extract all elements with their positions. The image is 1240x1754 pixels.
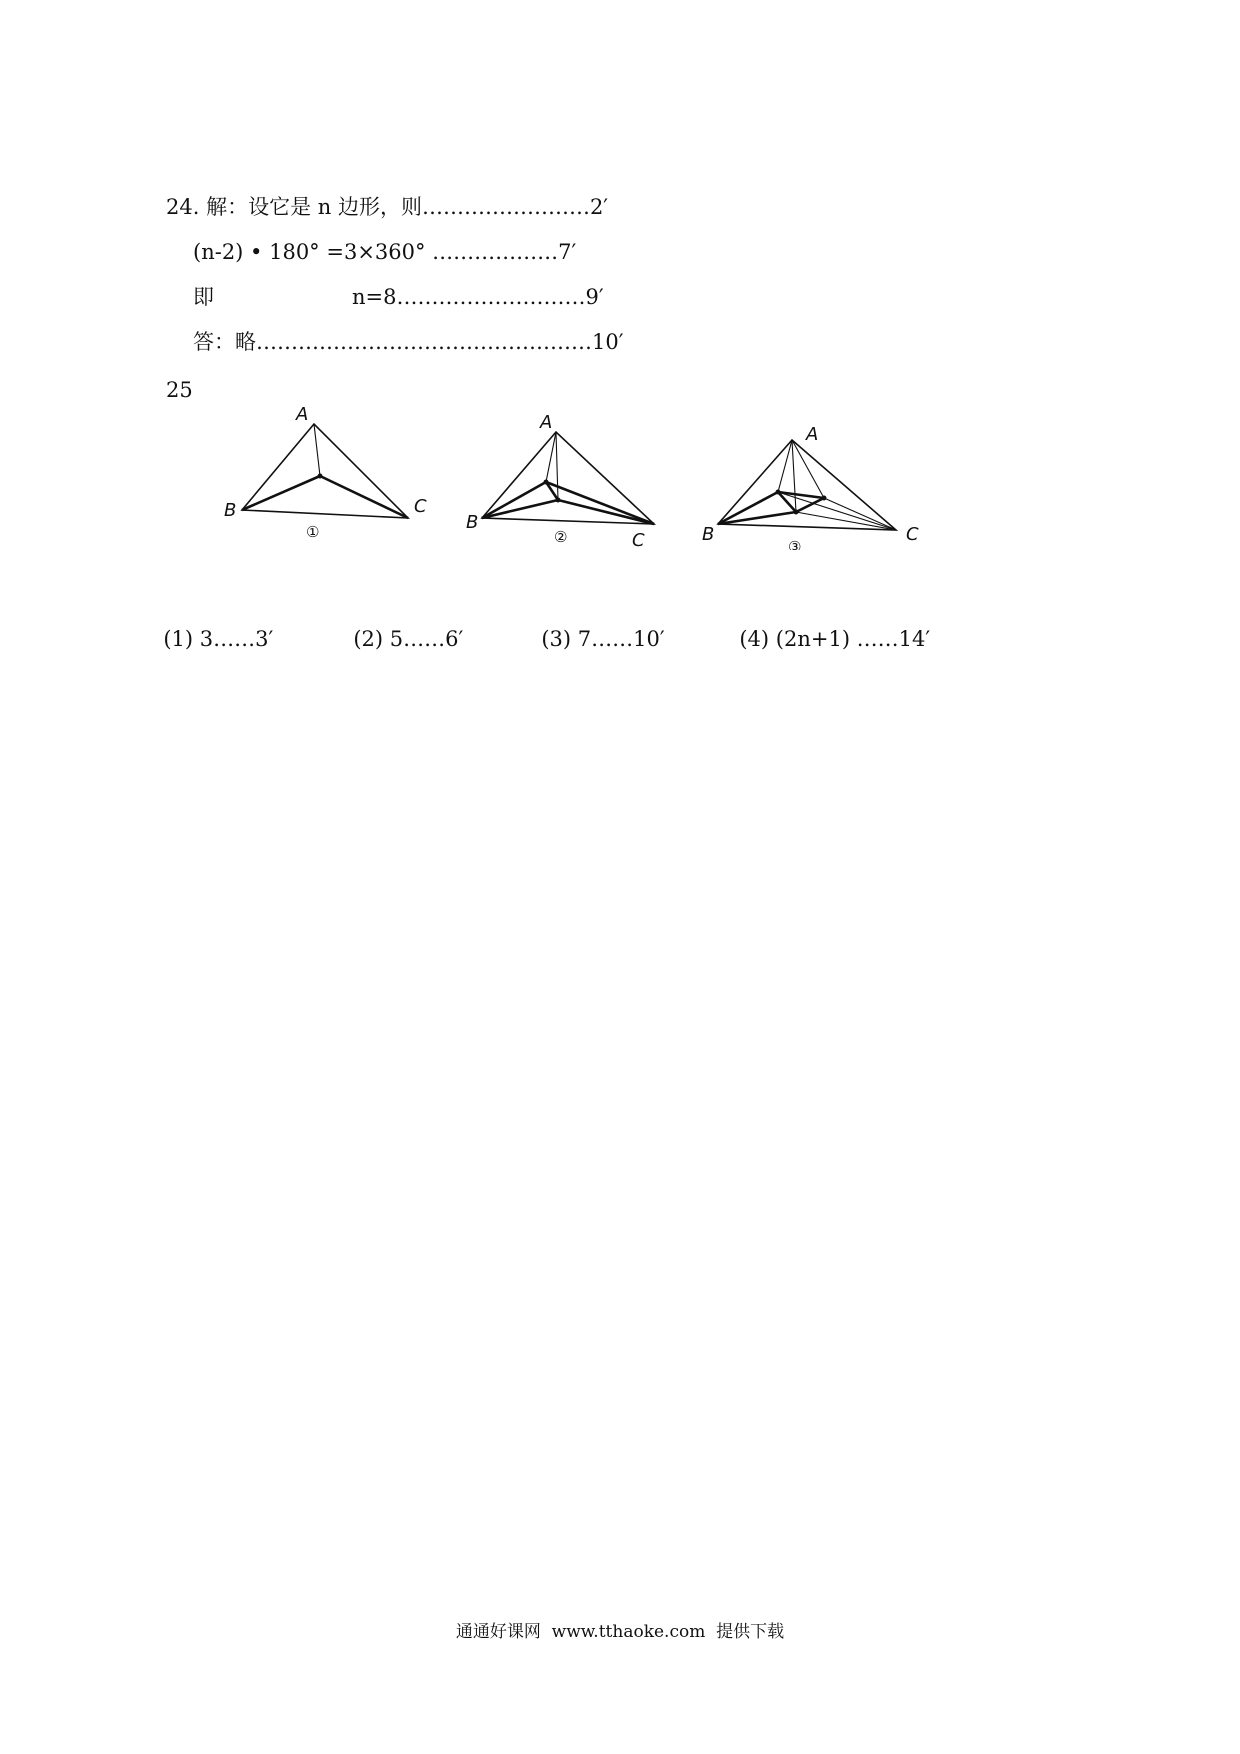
figure-caption-3: ③ <box>788 538 802 550</box>
q24-line-4: 答：略…………………………………………10′ <box>193 330 624 354</box>
q25-answers-row <box>150 608 930 650</box>
interior-point-2 <box>794 510 799 515</box>
interior-point-1 <box>318 474 323 479</box>
outer-triangle <box>718 440 896 530</box>
outer-triangle <box>242 424 408 518</box>
segment-a-p1 <box>314 424 320 476</box>
segment-b-p1 <box>482 482 546 518</box>
segment-a-p1 <box>546 432 556 482</box>
vertex-label-a: A <box>296 404 309 425</box>
triangle-figure-3 <box>700 400 930 554</box>
segment-a-p2 <box>792 440 796 512</box>
vertex-label-c: C <box>414 496 427 517</box>
triangle-figure-1 <box>222 400 432 554</box>
vertex-label-a: A <box>540 412 553 433</box>
interior-point-1 <box>544 480 549 485</box>
q25-label: 25 <box>166 378 193 402</box>
q24-line-3-prefix: 即 <box>193 285 214 309</box>
q24-line-2: (n-2) • 180° =3×360° ………………7′ <box>193 240 577 264</box>
q25-answer-2: (2) 5……6′ <box>353 627 464 651</box>
vertex-label-c: C <box>632 530 645 550</box>
triangle-figure-2 <box>462 400 672 554</box>
vertex-label-a: A <box>806 424 819 445</box>
figure-caption-2: ② <box>554 528 568 546</box>
segment-p1-p3 <box>778 492 824 498</box>
segment-p1-c <box>320 476 408 518</box>
vertex-label-b: B <box>466 512 479 533</box>
q24-line-3-body: n=8………………………9′ <box>352 285 604 309</box>
vertex-label-c: C <box>906 524 919 545</box>
q24-line-1: 24. 解：设它是 n 边形，则……………………2′ <box>166 195 609 219</box>
segment-b-p2 <box>482 500 558 518</box>
figure-caption-1: ① <box>306 523 320 541</box>
vertex-label-b: B <box>702 524 715 545</box>
q25-answer-3: (3) 7……10′ <box>541 627 665 651</box>
q25-answer-4: (4) (2n+1) ……14′ <box>739 627 931 651</box>
interior-point-2 <box>556 498 561 503</box>
vertex-label-b: B <box>224 500 237 521</box>
segment-a-p2 <box>556 432 558 500</box>
segment-p1-c <box>546 482 654 524</box>
segment-b-p1 <box>242 476 320 510</box>
interior-point-1 <box>776 490 781 495</box>
q25-answer-1: (1) 3……3′ <box>163 627 274 651</box>
segment-p3-c <box>824 498 896 530</box>
segment-a-p3 <box>792 440 824 498</box>
outer-triangle <box>482 432 654 524</box>
page-footer: 通通好课网 www.tthaoke.com 提供下载 <box>455 1622 785 1642</box>
interior-point-3 <box>822 496 827 501</box>
